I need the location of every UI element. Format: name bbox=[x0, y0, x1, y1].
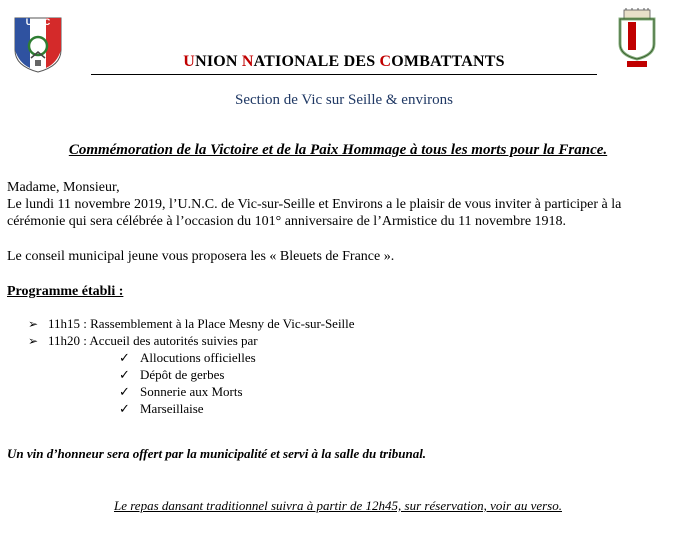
title-initial: U bbox=[183, 53, 196, 70]
arrow-bullet-icon: ➢ bbox=[28, 317, 39, 331]
organization-title bbox=[91, 53, 597, 75]
program-subitem-text: Allocutions officielles bbox=[140, 350, 256, 365]
closing-note: Un vin d’honneur sera offert par la municipalité et servi à la salle du tribunal. bbox=[7, 446, 427, 461]
program-item-text: 11h15 : Rassemblement à la Place Mesny de Vic-sur-Seille bbox=[48, 316, 355, 331]
title-part: OMBATTANTS bbox=[391, 53, 505, 70]
coat-of-arms-logo bbox=[617, 8, 657, 68]
title-part: ATIONALE DES bbox=[253, 53, 380, 70]
section-subtitle: Section de Vic sur Seille & environs bbox=[235, 92, 453, 108]
title-initial: C bbox=[379, 53, 392, 70]
program-item bbox=[28, 333, 258, 349]
title-part: NION bbox=[195, 53, 242, 70]
program-item bbox=[28, 316, 355, 332]
footer-note: Le repas dansant traditionnel suivra à partir de 12h45, sur réservation, voir au verso. bbox=[113, 498, 562, 513]
checkmark-icon: ✓ bbox=[119, 350, 130, 365]
program-subitem bbox=[119, 401, 204, 417]
salutation: Madame, Monsieur, bbox=[7, 180, 120, 195]
checkmark-icon: ✓ bbox=[119, 367, 130, 382]
invitation-line-2: cérémonie qui sera célébrée à l’occasion du 101° anniversaire de l’Armistice du 11 novembre 1918. bbox=[7, 214, 567, 229]
checkmark-icon: ✓ bbox=[119, 401, 130, 416]
arrow-bullet-icon: ➢ bbox=[28, 334, 39, 348]
program-subitem bbox=[119, 367, 224, 383]
invitation-line-1: Le lundi 11 novembre 2019, l’U.N.C. de Vic-sur-Seille et Environs a le plaisir de vous inviter à participer à la bbox=[7, 197, 622, 212]
program-subitem-text: Sonnerie aux Morts bbox=[140, 384, 243, 399]
program-subitem bbox=[119, 350, 256, 366]
program-label: Programme établi : bbox=[7, 284, 124, 299]
unc-logo bbox=[13, 16, 63, 74]
program-subitem-text: Marseillaise bbox=[140, 401, 204, 416]
main-heading: Commémoration de la Victoire et de la Paix Hommage à tous les morts pour la France. bbox=[68, 142, 608, 158]
program-subitem-text: Dépôt de gerbes bbox=[140, 367, 225, 382]
program-subitem bbox=[119, 384, 243, 400]
unc-logo-text: U N C bbox=[25, 17, 51, 27]
bleuets-paragraph: Le conseil municipal jeune vous proposera les « Bleuets de France ». bbox=[7, 249, 395, 264]
checkmark-icon: ✓ bbox=[119, 384, 130, 399]
title-initial: N bbox=[241, 53, 254, 70]
program-item-text: 11h20 : Accueil des autorités suivies par bbox=[48, 333, 258, 348]
